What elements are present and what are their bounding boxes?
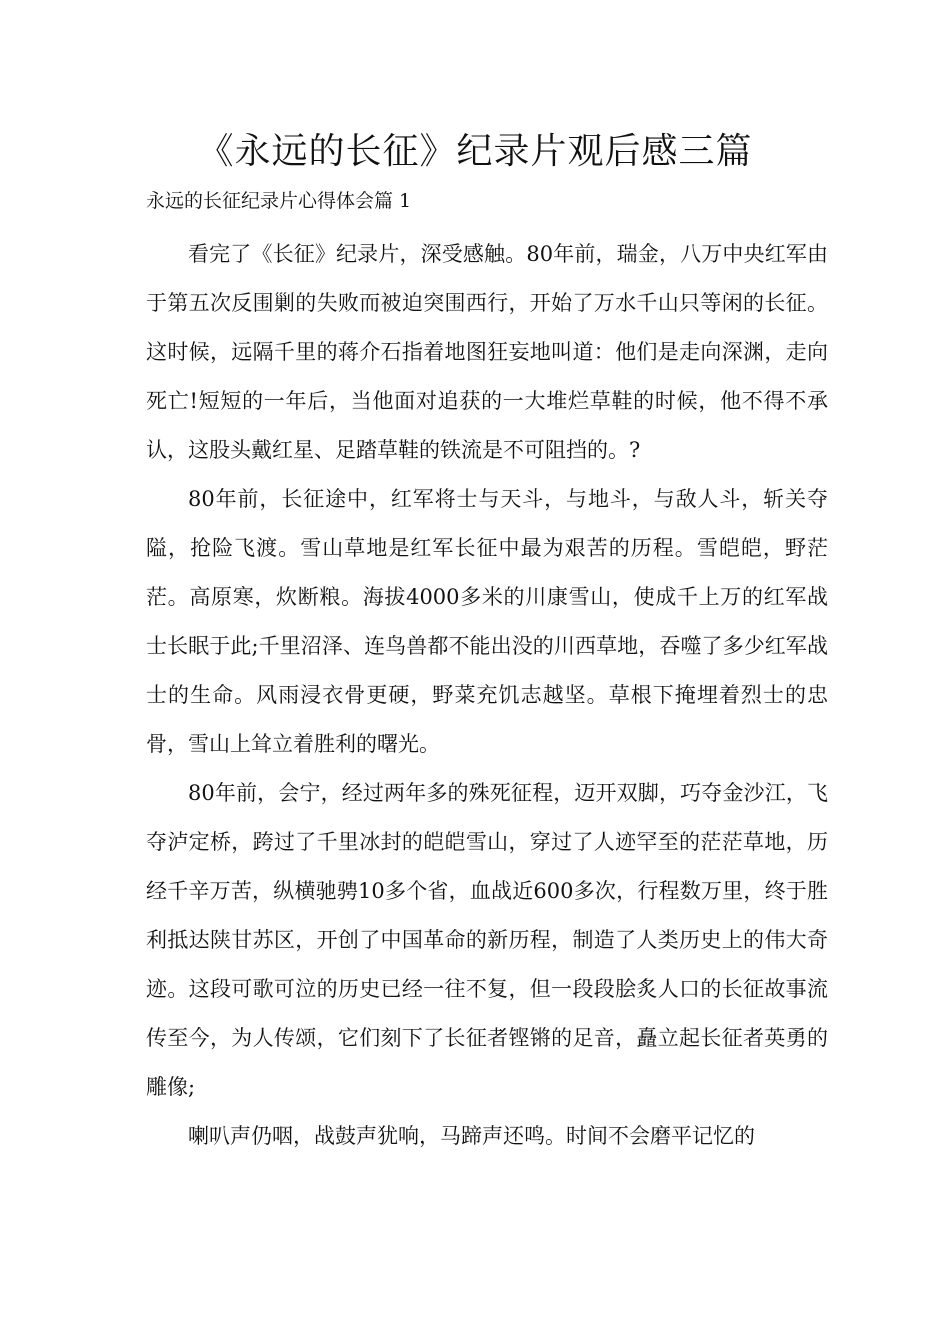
paragraph: 看完了《长征》纪录片，深受感触。80年前，瑞金，八万中央红军由于第五次反围剿的失败而被迫突围西行，开始了万水千山只等闲的长征。这时候，远隔千里的蒋介石指着地图狂妄地叫道：他们是走向深渊，走向死亡!短短的一年后，当他面对追获的一大堆烂草鞋的时候，他不得不承认，这股头戴红星、足踏草鞋的铁流是不可阻挡的。? — [146, 242, 828, 462]
paragraph: 80年前，会宁，经过两年多的殊死征程，迈开双脚，巧夺金沙江，飞夺泸定桥，跨过了千里冰封的皑皑雪山，穿过了人迹罕至的茫茫草地，历经千辛万苦，纵横驰骋10多个省，血战近600多次，行程数万里，终于胜利抵达陕甘苏区，开创了中国革命的新历程，制造了人类历史上的伟大奇迹。这段可歌可泣的历史已经一往不复，但一段段脍炙人口的长征故事流传至今，为人传颂，它们刻下了长征者铿锵的足音，矗立起长征者英勇的雕像; — [146, 781, 828, 1099]
section-heading: 永远的长征纪录片心得体会篇 1 — [146, 190, 412, 212]
document-title: 《永远的长征》纪录片观后感三篇 — [197, 131, 753, 172]
document-body — [146, 230, 828, 1161]
paragraph: 80年前，长征途中，红军将士与天斗，与地斗，与敌人斗，斩关夺隘，抢险飞渡。雪山草地是红军长征中最为艰苦的历程。雪皑皑，野茫茫。高原寒，炊断粮。海拔4000多米的川康雪山，使成千上万的红军战士长眠于此;千里沼泽、连鸟兽都不能出没的川西草地，吞噬了多少红军战士的生命。风雨浸衣骨更硬，野菜充饥志越坚。草根下掩埋着烈士的忠骨，雪山上耸立着胜利的曙光。 — [146, 487, 828, 756]
paragraph: 喇叭声仍咽，战鼓声犹响，马蹄声还鸣。时间不会磨平记忆的 — [188, 1124, 755, 1148]
